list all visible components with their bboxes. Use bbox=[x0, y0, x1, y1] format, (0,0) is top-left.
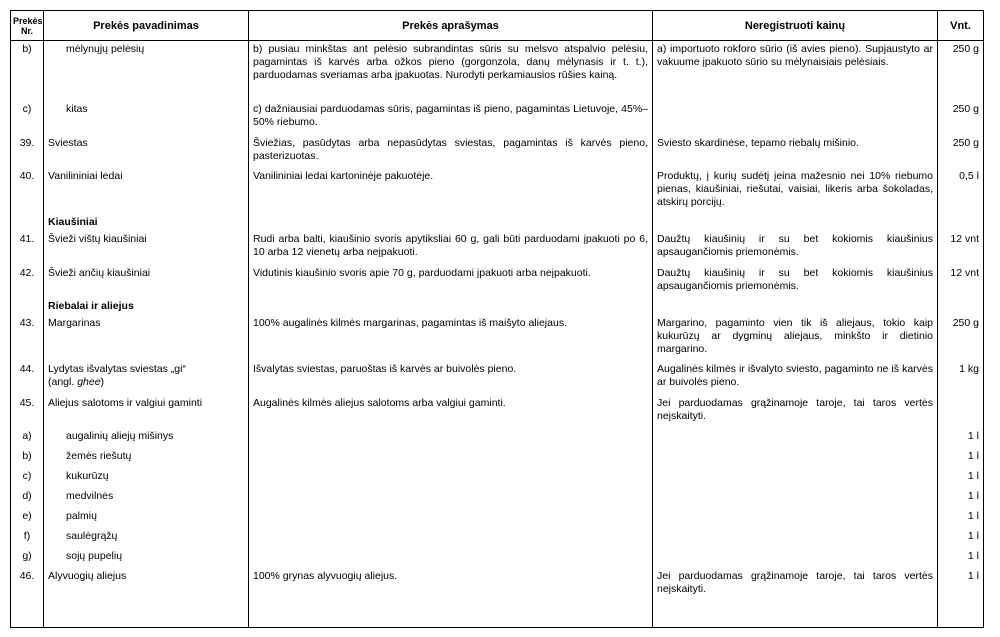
product-description: Vanilininiai ledai kartoninėje pakuotėje. bbox=[249, 168, 653, 214]
product-description: 100% augalinės kilmės margarinas, pagamintas iš maišyto aliejaus. bbox=[249, 315, 653, 361]
product-exclusions bbox=[653, 528, 938, 548]
product-unit: 1 l bbox=[938, 428, 984, 448]
section-row bbox=[11, 214, 984, 231]
table-row bbox=[11, 135, 984, 168]
row-number: b) bbox=[11, 448, 44, 468]
product-exclusions bbox=[653, 548, 938, 568]
product-name: mėlynųjų pelėsių bbox=[44, 41, 249, 101]
section-title: Kiaušiniai bbox=[44, 214, 249, 231]
table-row bbox=[11, 361, 984, 395]
product-name: Aliejus salotoms ir valgiui gaminti bbox=[44, 395, 249, 428]
product-name: Sviestas bbox=[44, 135, 249, 168]
table-row bbox=[11, 468, 984, 488]
table-row bbox=[11, 568, 984, 628]
row-number: b) bbox=[11, 41, 44, 101]
product-exclusions: Daužtų kiaušinių ir su bet kokiomis kiaušinius apsaugančiomis priemonėmis. bbox=[653, 231, 938, 265]
product-description: b) pusiau minkštas ant pelėsio subrandintas sūris su melsvo atspalvio pelėsiu, pagamintas iš karvės arba ožkos pieno (gorgonzola, danų mėlynasis ir t. t.), parduodamas sveriamas arba įpakuotas. Nurodyti perkamiausios rūšies kainą. bbox=[249, 41, 653, 101]
row-number: f) bbox=[11, 528, 44, 548]
product-name: Alyvuogių aliejus bbox=[44, 568, 249, 628]
product-name: Lydytas išvalytas sviestas „gi“ bbox=[48, 362, 186, 375]
row-number: 41. bbox=[11, 231, 44, 265]
product-name-note-prefix: (angl. bbox=[48, 375, 78, 388]
product-exclusions: Jei parduodamas grąžinamoje taroje, tai taros vertės neįskaityti. bbox=[653, 395, 938, 428]
product-description: Augalinės kilmės aliejus salotoms arba valgiui gaminti. bbox=[249, 395, 653, 428]
product-name: Vanilininiai ledai bbox=[44, 168, 249, 214]
row-number: 43. bbox=[11, 315, 44, 361]
product-exclusions bbox=[653, 101, 938, 135]
row-number: 42. bbox=[11, 265, 44, 298]
product-unit bbox=[938, 395, 984, 428]
product-description: 100% grynas alyvuogių aliejus. bbox=[249, 568, 653, 628]
row-number: 45. bbox=[11, 395, 44, 428]
row-number: 39. bbox=[11, 135, 44, 168]
product-description: c) dažniausiai parduodamas sūris, pagamintas iš pieno, pagamintas Lietuvoje, 45%–50% riebumo. bbox=[249, 101, 653, 135]
product-name: Margarinas bbox=[44, 315, 249, 361]
product-name: kitas bbox=[44, 101, 249, 135]
table-row bbox=[11, 168, 984, 214]
product-exclusions: Margarino, pagaminto vien tik iš aliejaus, tokio kaip kukurūzų ar dygminų aliejaus, minkšto ir dietinio margarino. bbox=[653, 315, 938, 361]
table-row bbox=[11, 548, 984, 568]
product-exclusions bbox=[653, 468, 938, 488]
product-unit: 1 l bbox=[938, 508, 984, 528]
row-number: a) bbox=[11, 428, 44, 448]
row-number: d) bbox=[11, 488, 44, 508]
product-exclusions bbox=[653, 448, 938, 468]
product-exclusions bbox=[653, 508, 938, 528]
product-description bbox=[249, 548, 653, 568]
product-unit: 1 l bbox=[938, 548, 984, 568]
table-row bbox=[11, 528, 984, 548]
product-description bbox=[249, 448, 653, 468]
row-number: c) bbox=[11, 468, 44, 488]
header-unit: Vnt. bbox=[938, 11, 984, 41]
product-name: Švieži vištų kiaušiniai bbox=[44, 231, 249, 265]
product-name: saulėgrąžų bbox=[44, 528, 249, 548]
product-description bbox=[249, 508, 653, 528]
product-exclusions: Augalinės kilmės ir išvalyto sviesto, pagaminto ne iš karvės ar buivolės pieno. bbox=[653, 361, 938, 395]
table-row bbox=[11, 265, 984, 298]
product-unit: 1 kg bbox=[938, 361, 984, 395]
product-exclusions: Jei parduodamas grąžinamoje taroje, tai taros vertės neįskaityti. bbox=[653, 568, 938, 628]
row-number: 40. bbox=[11, 168, 44, 214]
header-description: Prekės aprašymas bbox=[249, 11, 653, 41]
product-name: palmių bbox=[44, 508, 249, 528]
header-exclusions: Neregistruoti kainų bbox=[653, 11, 938, 41]
table-row bbox=[11, 488, 984, 508]
product-description: Rudi arba balti, kiaušinio svoris apytiksliai 60 g, gali būti parduodami įpakuoti po 6, 10 arba 12 vienetų arba neįpakuoti. bbox=[249, 231, 653, 265]
product-name: kukurūzų bbox=[44, 468, 249, 488]
row-number: g) bbox=[11, 548, 44, 568]
product-unit: 250 g bbox=[938, 135, 984, 168]
product-name: sojų pupelių bbox=[44, 548, 249, 568]
product-unit: 1 l bbox=[938, 468, 984, 488]
product-name: medvilnės bbox=[44, 488, 249, 508]
table-row bbox=[11, 395, 984, 428]
section-title: Riebalai ir aliejus bbox=[44, 298, 249, 315]
product-unit: 1 l bbox=[938, 488, 984, 508]
product-description bbox=[249, 528, 653, 548]
product-unit: 12 vnt bbox=[938, 231, 984, 265]
product-description: Vidutinis kiaušinio svoris apie 70 g, parduodami įpakuoti arba neįpakuoti. bbox=[249, 265, 653, 298]
product-description bbox=[249, 428, 653, 448]
table-row bbox=[11, 101, 984, 135]
product-exclusions: Daužtų kiaušinių ir su bet kokiomis kiaušinius apsaugančiomis priemonėmis. bbox=[653, 265, 938, 298]
product-exclusions: Sviesto skardinėse, tepamo riebalų mišinio. bbox=[653, 135, 938, 168]
product-exclusions: Produktų, į kurių sudėtį įeina mažesnio nei 10% riebumo pienas, kiaušiniai, riešutai, vaisiai, likeris arba šokoladas, atskirų porcijų. bbox=[653, 168, 938, 214]
row-number: e) bbox=[11, 508, 44, 528]
product-description bbox=[249, 468, 653, 488]
table-row bbox=[11, 448, 984, 468]
row-number: c) bbox=[11, 101, 44, 135]
product-unit: 0,5 l bbox=[938, 168, 984, 214]
product-unit: 250 g bbox=[938, 41, 984, 101]
product-description: Šviežias, pasūdytas arba nepasūdytas sviestas, pagamintas iš karvės pieno, pasterizuotas. bbox=[249, 135, 653, 168]
product-description bbox=[249, 488, 653, 508]
table-row bbox=[11, 41, 984, 101]
table-row bbox=[11, 231, 984, 265]
product-unit: 1 l bbox=[938, 528, 984, 548]
table-row bbox=[11, 428, 984, 448]
header-name: Prekės pavadinimas bbox=[44, 11, 249, 41]
product-price-table bbox=[10, 10, 984, 628]
product-unit: 1 l bbox=[938, 568, 984, 628]
product-name-note-suffix: ) bbox=[100, 375, 105, 388]
product-exclusions bbox=[653, 488, 938, 508]
row-number: 46. bbox=[11, 568, 44, 628]
product-name-note-term: ghee bbox=[77, 375, 101, 388]
product-name: žemės riešutų bbox=[44, 448, 249, 468]
product-description: Išvalytas sviestas, paruoštas iš karvės ar buivolės pieno. bbox=[249, 361, 653, 395]
product-unit: 1 l bbox=[938, 448, 984, 468]
product-name: Švieži ančių kiaušiniai bbox=[44, 265, 249, 298]
product-name-cell bbox=[44, 361, 249, 395]
row-number: 44. bbox=[11, 361, 44, 395]
table-row bbox=[11, 315, 984, 361]
product-exclusions: a) importuoto rokforo sūrio (iš avies pieno). Supjaustyto ar vakuume įpakuoto sūrio su mėlynaisiais pelėsiais. bbox=[653, 41, 938, 101]
table-row bbox=[11, 508, 984, 528]
section-row bbox=[11, 298, 984, 315]
product-exclusions bbox=[653, 428, 938, 448]
product-name: augalinių aliejų mišinys bbox=[44, 428, 249, 448]
product-unit: 12 vnt bbox=[938, 265, 984, 298]
header-nr: Prekės Nr. bbox=[11, 11, 44, 41]
product-unit: 250 g bbox=[938, 315, 984, 361]
header-row bbox=[11, 11, 984, 41]
product-unit: 250 g bbox=[938, 101, 984, 135]
